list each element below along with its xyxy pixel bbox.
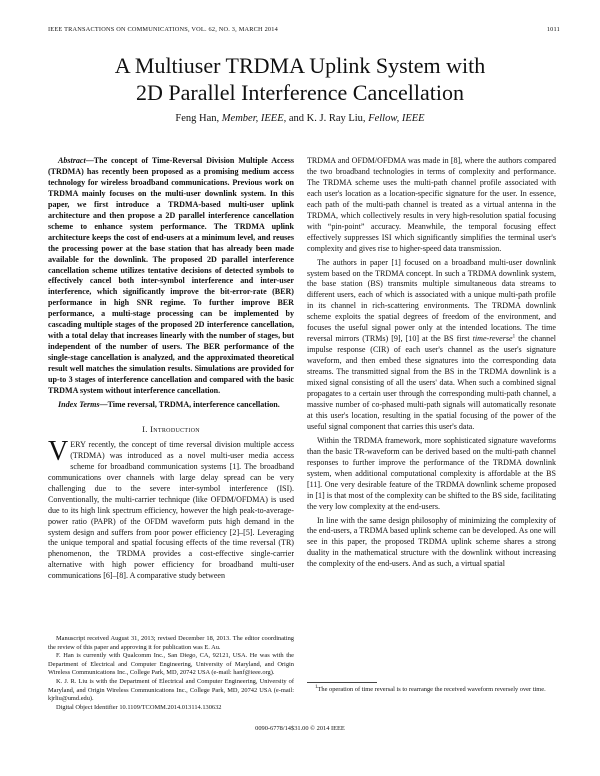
- footnote-rule: [307, 682, 377, 683]
- running-head: [48, 26, 560, 36]
- intro-paragraph-1-text: ERY recently, the concept of time reversal division multiple access (TRDMA) was introduced as a novel multi-user media access scheme for broadband communication systems [1]. The broadband communications over channels with large delay spread can be very challenging due to the severe inter-symbol interference (ISI). Conventionally, the multi-carrier technique (like OFDM/OFDMA) is used due to its high link spectrum efficiency, however the high peak-to-average-power ratio (PAPR) of the OFDM waveform puts high demand in the system design and suffers from poor power efficiency [2]–[5]. Leveraging the unique temporal and spatial focusing effects of the time reversal (TR) phenomenon, the TRDMA provides a cost-effective single-carrier alternative with high power efficiency for broadband multi-user communications [6]–[8]. A comparative study between: [48, 439, 294, 581]
- intro-paragraph-1: [48, 435, 294, 582]
- footnote-received: Manuscript received August 31, 2013; revised December 18, 2013. The editor coordinating the review of this paper and approving it for publication was E. Au.: [48, 635, 294, 651]
- right-paragraph-3: Within the TRDMA framework, more sophisticated signature waveforms than the basic TR-waveform can be derived based on the multi-path channel responses to further improve the performance of the TRDMA downlink system, when additional computational complexity is affordable at the BS [11]. One very desirable feature of the TRDMA downlink scheme proposed in [1] is that most of the complexity can be shifted to the BS side, facilitating the very low complexity at the end-users.: [307, 435, 556, 511]
- abstract-text: —The concept of Time-Reversal Division Multiple Access (TRDMA) has recently been proposed as a promising medium access technology for wireless broadband communications. Previous work on TRDMA mainly focuses on the multi-user downlink system. In this paper, we first introduce a TRDMA-based multi-user uplink architecture and then propose a 2D parallel interference cancellation scheme to enhance system performance. The TRDMA uplink architecture keeps the cost of end-users at a minimum level, and reuses the processing power at the base station that has already been made available for the downlink. The proposed 2D parallel interference cancellation scheme utilizes tentative decisions of detected symbols to effectively cancel both inter-symbol interference and inter-user interference, which significantly improve the bit-error-rate (BER) performance in high SNR regime. To further improve BER performance, a multi-stage processing can be implemented by cascading multiple stages of the proposed 2D interference cancellation, with a total delay that increases linearly with the number of stages, but independent of the number of users. The BER performance of the single-stage cancellation is analyzed, and the approximated theoretical result well matches the simulation results. Simulations are provided for up-to 3 stages of interference cancellation and compared with the basic TRDMA system without interference cancellation.: [48, 156, 294, 396]
- right-column: [307, 156, 556, 570]
- index-terms-label: Index Terms: [58, 399, 100, 409]
- abstract: [48, 156, 294, 397]
- author-2-name: and K. J. Ray Liu,: [288, 113, 366, 124]
- footnote-1-marker: 1: [315, 684, 318, 690]
- right-paragraph-4: In line with the same design philosophy of minimizing the complexity of the end-users, a TRDMA based uplink scheme can be developed. As one will see in this paper, the proposed TRDMA uplink scheme shares a strong duality in the mathematical structure with the downlink without increasing the complexity of the end-users. And as such, a virtual spatial: [307, 515, 556, 569]
- footnote-1: [307, 686, 556, 695]
- drop-cap: V: [48, 435, 69, 467]
- right-paragraph-2-part-a: The authors in paper [1] focused on a broadband multi-user downlink system based on the TRDMA concept. In such a TRDMA downlink system, the base station (BS) transmits multiple simultaneous data streams to different users, each of which is associated with a unique multi-path profile in its channel in rich-scattering environments. The TRDMA downlink scheme exploits the spatial degrees of freedom of the environment, and focuses the useful signal power only at the intended locations. The time reversal mirrors (TRMs) [9], [10] at the BS first: [307, 257, 556, 344]
- footnote-author-liu: K. J. R. Liu is with the Department of Electrical and Computer Engineering, University of Maryland, and Origin Wireless Communications Inc., College Park, MD, 20742 USA (e-mail: kjrliu@umd.edu).: [48, 677, 294, 703]
- paper-title: [40, 52, 560, 106]
- right-paragraph-2-part-b: the channel impulse response (CIR) of each user's channel as the user's signature waveform, and then embed these signatures into the corresponding data streams. The transmitted signal from the BS in the TRDMA downlink is a mixed signal consisting of all the users' data. When such a combined signal propagates to a certain user through the corresponding multi-path channel, a massive number of co-phased multi-path signals will automatically resonate at this user's location, resulting in the spatial focusing of the power of the useful signal component that carries this user's data.: [307, 334, 557, 431]
- abstract-label: Abstract: [58, 156, 86, 165]
- title-line-2: 2D Parallel Interference Cancellation: [135, 80, 464, 105]
- author-1-role: Member, IEEE,: [221, 113, 287, 124]
- copyright-line: 0090-6778/14$31.00 © 2014 IEEE: [255, 725, 345, 732]
- footnotes-left: [48, 635, 294, 712]
- footnote-doi: Digital Object Identifier 10.1109/TCOMM.2014.013114.130632: [56, 703, 222, 711]
- index-terms-text: —Time reversal, TRDMA, interference cancellation.: [99, 399, 280, 409]
- index-terms: [48, 400, 294, 411]
- right-paragraph-1: TRDMA and OFDM/OFDMA was made in [8], where the authors compared the two broadband technologies in terms of complexity and performance. The TRDMA scheme uses the multi-path channel profile associated with each user's location as a location-specific signature for the user. In essence, each path of the multi-path channel is treated as a virtual antenna in the TRDMA, which collectively results in very high-resolution spatial focusing with “pin-point” accuracy. Meanwhile, the temporal focusing effect effectively suppresses ISI which significantly simplifies the terminal user's complexity and gives rise to higher-speed data transmission.: [307, 156, 556, 253]
- footnote-marker-1: 1: [512, 334, 516, 340]
- footnote-author-han: F. Han is currently with Qualcomm Inc., San Diego, CA, 92121, USA. He was with the Department of Electrical and Computer Engineering, University of Maryland, and Origin Wireless Communications Inc., College Park, MD, 20742 USA (e-mail: hanf@ieee.org).: [48, 652, 294, 677]
- author-line: [40, 113, 560, 124]
- journal-header: IEEE TRANSACTIONS ON COMMUNICATIONS, VOL. 62, NO. 3, MARCH 2014: [48, 26, 278, 33]
- left-column: [48, 156, 294, 582]
- author-2-role: Fellow, IEEE: [368, 113, 425, 124]
- time-reverse-term: time-reverse: [472, 334, 513, 344]
- footnotes-right: [307, 686, 556, 695]
- author-1-name: Feng Han,: [175, 113, 220, 124]
- right-paragraph-2: [307, 258, 556, 433]
- section-heading-introduction: I. Introduction: [142, 423, 200, 434]
- page-number: 1011: [546, 26, 560, 33]
- title-line-1: A Multiuser TRDMA Uplink System with: [114, 53, 486, 78]
- footnote-1-text: The operation of time reversal is to rearrange the received waveform reversely over time.: [317, 686, 546, 693]
